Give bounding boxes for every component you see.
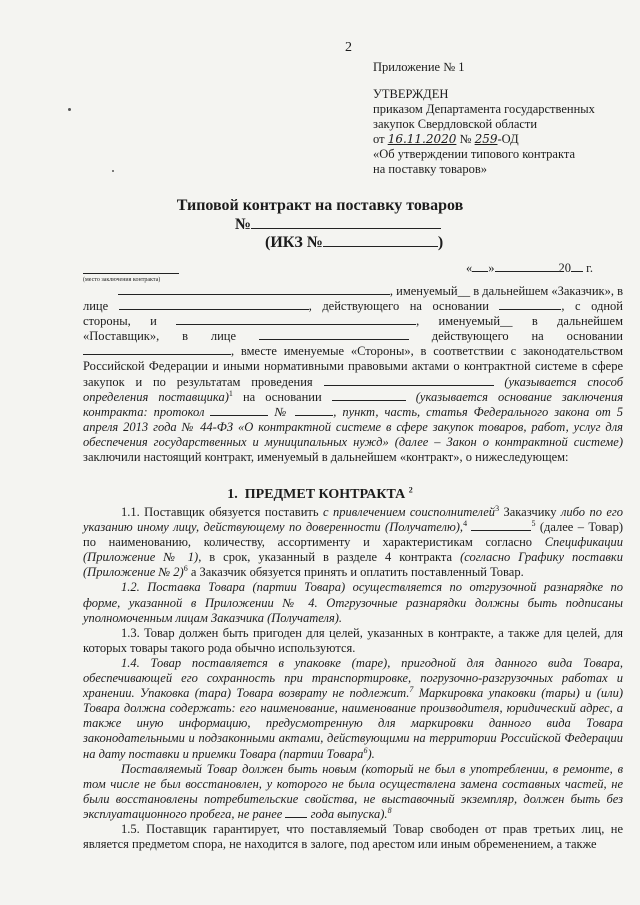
clause-1-2: 1.2. Поставка Товара (партии Товара) осуществляется по отгрузочной разнарядке по форме, указанной в Приложении № 4. Отгрузочные разнарядки должны быть подписаны уполномоченным лицам Заказчика (Получателя). bbox=[83, 580, 623, 625]
approval-block bbox=[373, 60, 595, 177]
handwritten-number: 259 bbox=[474, 132, 498, 146]
approval-line-2: закупок Свердловской области bbox=[373, 117, 538, 131]
contract-number-line: № bbox=[235, 216, 441, 234]
place-underline bbox=[83, 273, 179, 274]
annex-label: Приложение № 1 bbox=[373, 60, 465, 74]
handwritten-date: 16.11.2020 bbox=[387, 132, 457, 146]
clause-1-4: 1.4. Товар поставляется в упаковке (таре), пригодной для данного вида Товара, обеспечивающей его сохранность при транспортировке, погрузочно-разгрузочных работах и хранении. Упаковка (тара) Товара возврату не подлежит.$^7$ Маркировка упаковки (тары) и (или) Товара должна содержать: его наименование, наименование производителя, юридический адрес, а также иную информацию, предусмотренную для маркировки данного вида Товара законодательными и подзаконными актами, действующими на территории Российской Федерации на дату поставки и приемки Товара (партии Товара$^6$). bbox=[83, 655, 624, 761]
approved-label: УТВЕРЖДЕН bbox=[373, 87, 449, 101]
clause-1-5: 1.5. Поставщик гарантирует, что поставляемый Товар свободен от прав третьих лиц, не является предметом спора, не находится в залоге, под арестом или иным обременением, а также bbox=[83, 821, 623, 852]
approval-line-1: приказом Департамента государственных bbox=[373, 102, 595, 116]
page-number: 2 bbox=[345, 40, 352, 55]
scan-speck bbox=[112, 170, 114, 172]
contract-date-line: « » 20 г. bbox=[466, 261, 593, 275]
clause-1-1: 1.1. Поставщик обязуется поставить с привлечением соисполнителей$^3$ Заказчику либо по его указанию иному лицу, действующему по доверенности (Получателю),$^4$ $^5$ (далее – Товар) по наименованию, количеству, ассортименту и характеристикам согласно Спецификации (Приложение № 1), в срок, указанный в разделе 4 контракта (согласно Графику поставки (Приложение № 2)$^6$ а Заказчик обязуется принять и оплатить поставленный Товар. bbox=[83, 503, 624, 580]
ikz-line: (ИКЗ № ) bbox=[265, 234, 444, 251]
section-1-clauses bbox=[83, 505, 623, 852]
clause-1-4-new-goods: Поставляемый Товар должен быть новым (который не был в употреблении, в ремонте, в том числе не был восстановлен, у которого не была осуществлена замена составных частей, не были восстановлены потребительские свойства, не выставочный экземпляр, должен быть без эксплуатационного пробега, не ранее года выпуска).$^8$ bbox=[83, 761, 623, 821]
contract-title: Типовой контракт на поставку товаров bbox=[176, 197, 464, 214]
approval-date-line: от 16.11.2020 № 259-ОД bbox=[373, 132, 519, 146]
preamble: , именуемый__ в дальнейшем «Заказчик», в лице , действующего на основании , с одной стороны, и , именуемый__ в дальнейшем «Поставщик», в лице действующего на основании , вместе именуемые «Стороны», в соответствии с законодательством Российской Федерации и иными нормативными правовыми актами о контрактной системе в сфере закупок и по результатам проведения (указывается способ определения поставщика)$^1$ на основании (указывается основание заключения контракта: протокол № , пункт, часть, статья Федерального закона от 5 апреля 2013 года № 44-ФЗ «О контрактной системе в сфере закупок товаров, работ, услуг для обеспечения государственных и муниципальных нужд» (далее – Закон о контрактной системе) заключили настоящий контракт, именуемый в дальнейшем «контракт», о нижеследующем: bbox=[83, 284, 624, 465]
approval-subject-1: «Об утверждении типового контракта bbox=[373, 147, 576, 161]
approval-subject-2: на поставку товаров» bbox=[373, 162, 487, 176]
clause-1-3: 1.3. Товар должен быть пригоден для целей, указанных в контракте, а также для целей, для которых товары такого рода обычно используются. bbox=[83, 625, 623, 655]
scan-speck bbox=[68, 108, 71, 111]
place-caption: (место заключения контракта) bbox=[83, 277, 161, 283]
section-1-title: 1. ПРЕДМЕТ КОНТРАКТА $^2$ bbox=[227, 485, 413, 502]
